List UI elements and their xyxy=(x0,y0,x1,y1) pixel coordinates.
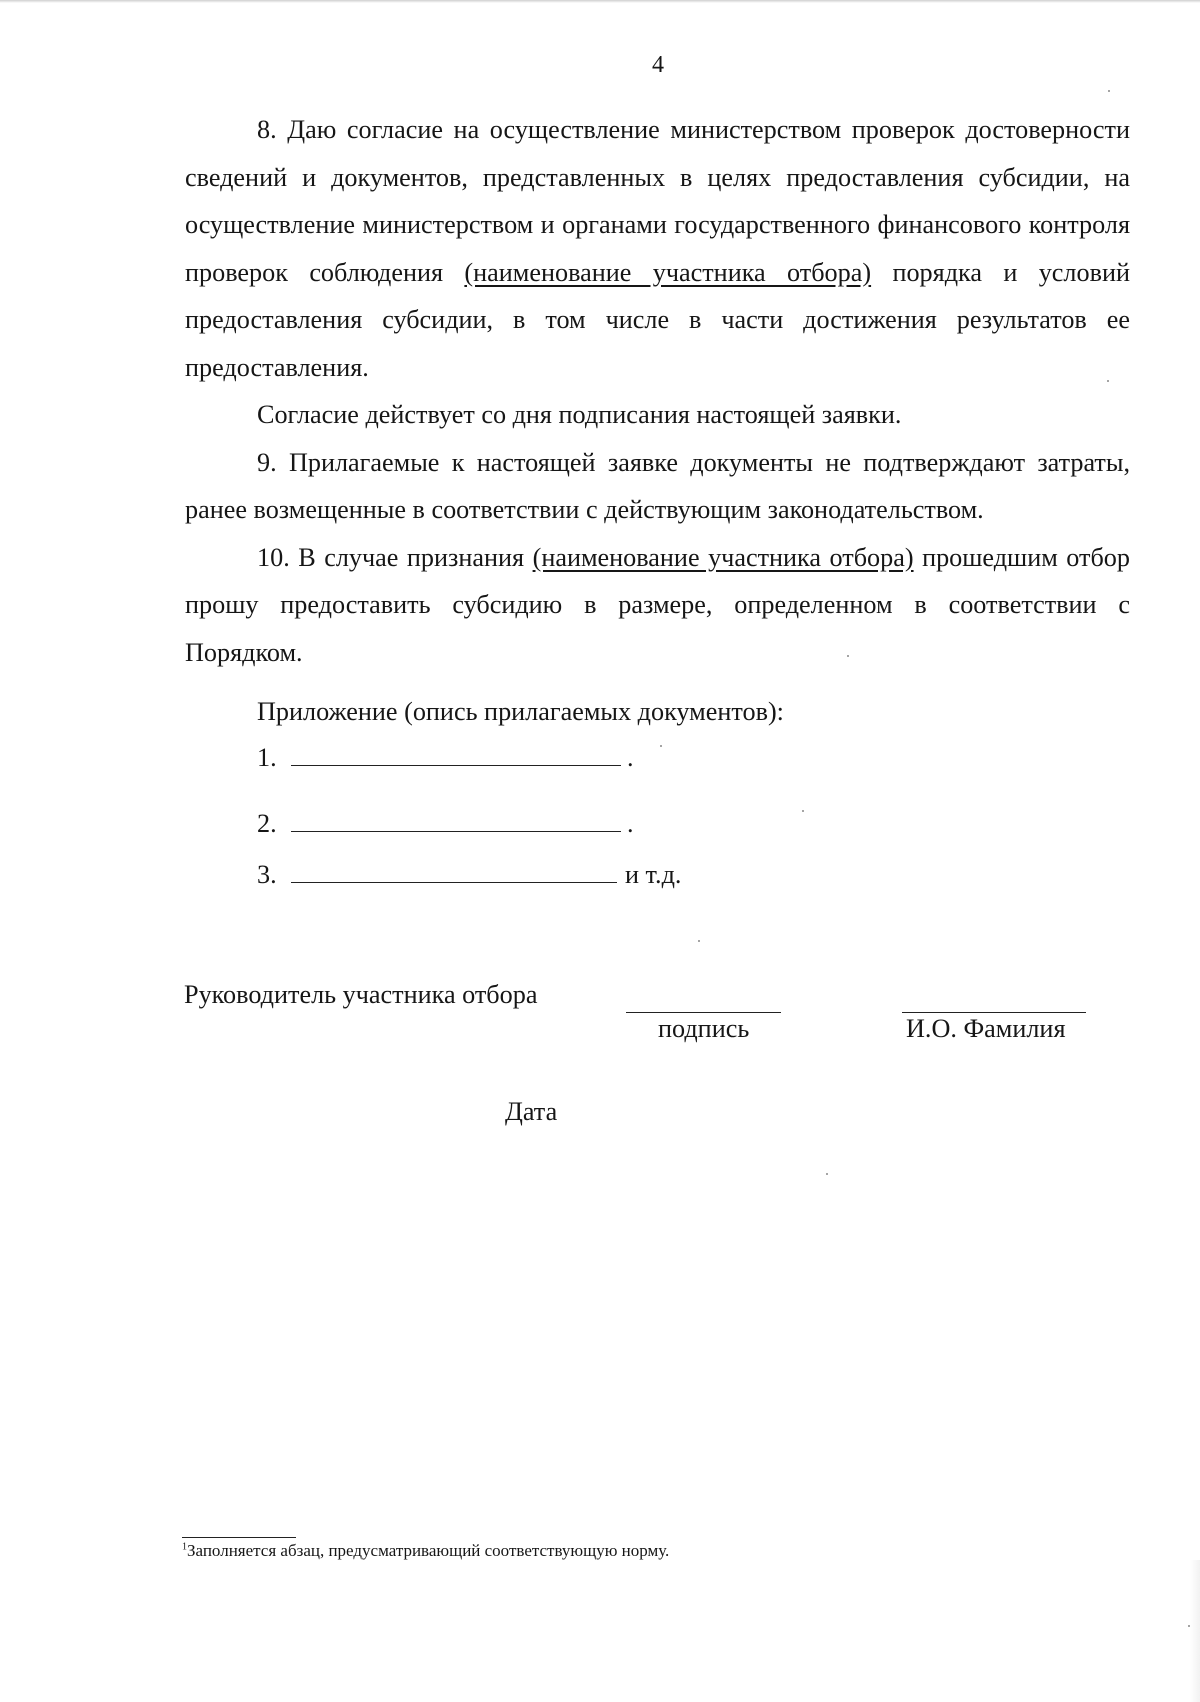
attachment-item-suffix: . xyxy=(627,743,634,772)
attachment-item-blank xyxy=(291,862,617,883)
footnote xyxy=(182,1541,669,1561)
paragraph-10-text-start: 10. В случае признания xyxy=(257,542,533,572)
attachment-item xyxy=(257,860,681,890)
participant-name-placeholder: (наименование участника отбора) xyxy=(464,257,872,287)
attachment-item-number: 1. xyxy=(257,743,277,772)
scan-speck xyxy=(698,940,700,942)
attachment-item-number: 3. xyxy=(257,860,277,889)
page-number: 4 xyxy=(652,52,664,78)
signature-caption: подпись xyxy=(658,1014,750,1043)
paragraph-8-text-start: 8. Даю согласие на осуществление министерством проверок достоверности сведений и документов, представленных в целях предоставления субсидии, на осуществление министерством и органами государственного финансового контроля проверок соблюдения xyxy=(185,115,1130,287)
participant-name-placeholder: (наименование участника отбора) xyxy=(532,542,914,572)
footnote-separator xyxy=(182,1537,296,1538)
signature-line xyxy=(626,1012,781,1013)
scan-speck xyxy=(826,1173,828,1175)
paragraph-8-text-end: порядка и условий предоставления субсидии, в том числе в части достижения результатов ее предоставления. xyxy=(185,257,1130,382)
attachment-item-blank xyxy=(291,745,621,766)
paragraph-10 xyxy=(185,534,1130,677)
attachment-item xyxy=(257,743,634,773)
scan-speck xyxy=(1107,380,1109,382)
consent-paragraph: Согласие действует со дня подписания настоящей заявки. xyxy=(257,400,902,429)
scan-speck xyxy=(1108,90,1110,92)
scan-right-edge xyxy=(1190,1560,1200,1702)
footnote-text: Заполняется абзац, предусматривающий соответствующую норму. xyxy=(187,1541,670,1560)
signatory-label: Руководитель участника отбора xyxy=(184,980,538,1009)
footnote-marker: 1 xyxy=(182,1541,187,1553)
paragraph-9: 9. Прилагаемые к настоящей заявке документы не подтверждают затраты, ранее возмещенные в соответствии с действующим законодательством. xyxy=(185,447,1130,524)
application-body xyxy=(185,106,1130,676)
attachment-item-suffix: . xyxy=(627,809,634,838)
paragraph-8 xyxy=(185,106,1130,391)
name-line xyxy=(902,1012,1086,1013)
name-caption: И.О. Фамилия xyxy=(906,1014,1066,1043)
attachment-item-blank xyxy=(291,811,621,832)
scan-speck xyxy=(802,810,804,812)
attachment-item xyxy=(257,809,634,839)
attachment-heading: Приложение (опись прилагаемых документов): xyxy=(257,697,784,726)
scan-top-edge xyxy=(0,0,1200,3)
date-label: Дата xyxy=(505,1097,558,1126)
attachment-item-number: 2. xyxy=(257,809,277,838)
paragraph-10-text-end: прошедшим отбор прошу предоставить субсидию в размере, определенном в соответствии с Порядком. xyxy=(185,542,1130,667)
scan-speck xyxy=(847,655,849,657)
scan-speck xyxy=(660,745,662,747)
attachment-item-suffix: и т.д. xyxy=(625,860,682,889)
